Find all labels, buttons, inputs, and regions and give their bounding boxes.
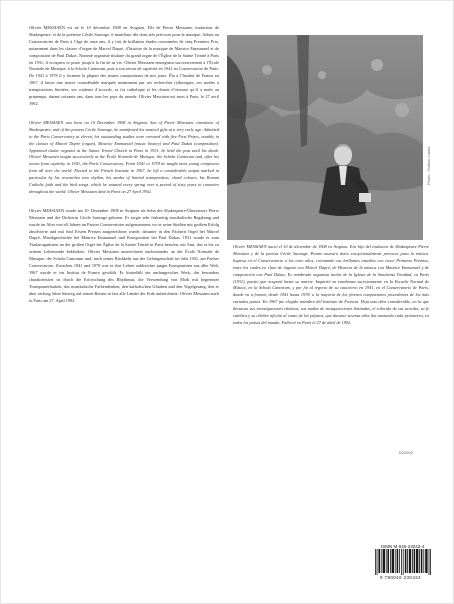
biography-left-column — [29, 25, 219, 305]
issn-label: ISMN M-046-23042-4 — [381, 544, 425, 549]
barcode-number: 9 790046 230424 — [380, 575, 422, 580]
photo-credit: Photo : Nuliem Lunha — [426, 146, 431, 185]
biography-french: Olivier MESSIAEN est né le 10 décembre 1908 en Avignon. Fils de Pierre Messiaen, traducteur de Shakespeare, et de la poétesse Cécile Sauvage, il manifeste dès dons très précoces pour la musique. Admis au Conservatoire de Paris à l’âge de onze ans, il y fait de brillantes études couronnées de cinq Premiers Prix, notamment dans les classes d’orgue de Marcel Dupré, d’histoire de la musique de Maurice Emmanuel et de composition de Paul Dukas. Nommé organiste titulaire du grand orgue de l’Église de la Sainte Trinité à Paris en 1931, il occupera ce poste jusqu’à la fin de sa vie. Olivier Messiaen enseignera successivement à l’École Normale de Musique, à la Schola Cantorum, puis à son retour de captivité en 1941 au Conservatoire de Paris. De 1941 à 1978 il y formera la plupart des jeunes compositeurs de nos jours. Élu à l’Institut de France en 1967, il laisse une œuvre considérable marquée notamment par ses recherches rythmiques, ses modes à transpositions limitées, ses couleurs d’accords, sa foi catholique et les chants d’oiseaux qu’il a notés au printemps, durant soixante ans, dans tous les pays du monde. Olivier Messiaen est mort à Paris, le 27 avril 1992. — [29, 25, 219, 106]
print-code: IX/2002 — [399, 450, 413, 455]
biography-right-column — [233, 244, 429, 327]
barcode — [373, 549, 433, 575]
composer-photo-frame — [227, 35, 433, 240]
composer-photo — [227, 35, 423, 240]
biography-english: Olivier MESSIAEN was born on 10 December 1908 in Avignon. Son of Pierre Messiaen, translator of Shakespeare, and of the poetess Cécile Sauvage, he manifested his musical gifts at a very early age. Admitted to the Paris Conservatory at eleven, his outstanding studies were crowned with five First Prizes, notably in the classes of Marcel Dupré (organ), Maurice Emmanuel (music history) and Paul Dukas (composition). Appointed titular organist at the Sainte Trinité Church in Paris in 1931, he held the post until his death. Olivier Messiaen taught successively at the École Normale de Musique, the Schola Cantorum and, after his return from captivity in 1941, the Paris Conservatory. From 1941 to 1978 he taught most young composers from all over the world. Elected to the French Institute in 1967, he left a considerable output marked in particular by his researches into rhythm, his modes of limited transposition, chord colours, his Roman Catholic faith and the bird songs, which he notated every spring over a period of sixty years in countries throughout the world. Olivier Messiaen died in Paris on 27 April 1992. — [29, 119, 219, 194]
biography-spanish: Olivier MESSIAEN nació el 10 de diciembre de 1908 en Avignon. Era hijo del traductor de Shakespeare Pierre Messiaen y de la poetisa Cécile Sauvage. Pronto muestra dotes excepcionalmente precoces para la música. Ingresa en el Conservatorio a los once años, coronando sus brillantes estudios con cinco Primeros Premios, entre los cuales en clase de órgano con Marcel Dupré, de Historia de la música con Maurice Emmanuel y de composición con Paul Dukas. Es nombrado organista titular de la Iglesia de la Santísima Trinidad, en París (1931), puesto que ocupará hasta su muerte. Impartió su enseñanza sucesivamente en la Escuela Normal de Música, en la Schola Cantorum, y por fin al regreso de su cautiverio en 1941, en el Conservatorio de París, donde va a formar, desde 1941 hasta 1978, a la mayoría de los jóvenes compositores procedentes de los más variados países. En 1967 fue elegido miembro del Instituto de Francia. Deja una obra considerable, en la que destacan sus investigaciones rítmicas, sus modos de transposiciones limitadas, el colorido de sus acordes, su fe católica y su célebre afición al canto de los pájaros, que durante sesenta años iba anotando cada primavera, en todos los países del mundo. Falleció en París el 27 de abril de 1992. — [233, 244, 429, 325]
biography-german: Olivier MESSIAEN wurde am 10. Dezember 1908 in Avignon als Sohn des Shakespeare-Übersetzers Pierre Messiaen und der Dichterin Cécile Sauvage geboren. Er zeigte sehr frühzeitig musikalische Begabung und wurde im Alter von elf Jahren im Pariser Conservatoire aufgenommen, wo er seine Studien mit großem Erfolg absolvierte und mit fünf Ersten Preisen ausgezeichnet wurde, darunter in den Fächern Orgel bei Marcel Dupré, Musikgeschichte bei Maurice Emmanuel und Komposition bei Paul Dukas. 1931 wurde er zum Titularorganisten an der großen Orgel der Église de la Sainte Trinité in Paris berufen, ein Amt, das er bis zu seinem Lebensende bekleidete. Olivier Messiaen unterrichtete nacheinander an der École Normale de Musique, der Schola Cantorum und, nach seiner Rückkehr aus der Gefangenschaft im Jahr 1941, am Pariser Conservatoire. Zwischen 1941 und 1978 war er dort Lehrer zahlreicher junger Komponisten aus aller Welt. 1967 wurde er ins Institut de France gewählt. Er hinterläßt ein umfangreiches Werk, das besonders charakterisiert ist durch die Erforschung des Rhythmus, die Verwendung von Modi mit begrenzter Transponierbarkeit, das musikalische Farbendenken, den katholischen Glauben und den Vogelgesang, den er über sechzig Jahre hinweg auf seinen Reisen in fast alle Länder der Erde aufzeichnete. Olivier Messiaen starb in Paris am 27. April 1992. — [29, 207, 219, 303]
